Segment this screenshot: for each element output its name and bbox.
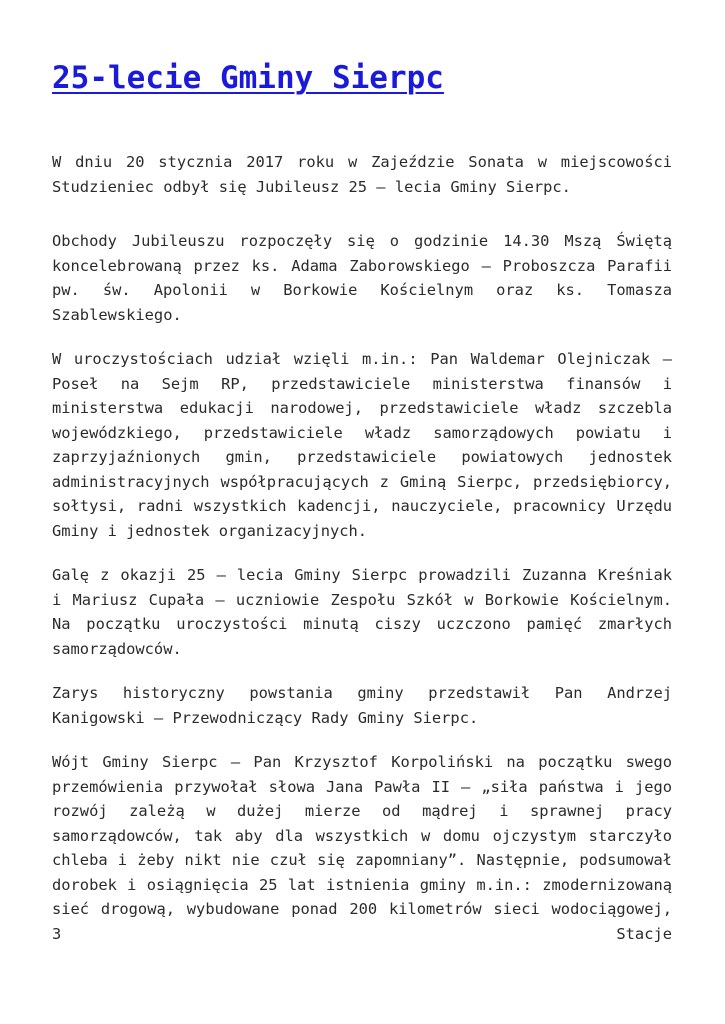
paragraph-guests: W uroczystościach udział wzięli m.in.: Pan Waldemar Olejniczak – Poseł na Sejm RP, przedstawiciele ministerstwa finansów i ministerstwa edukacji narodowej, przedstawiciele władz szczebla wojewódzkiego, przedstawiciele władz samorządowych powiatu i zaprzyjaźnionych gmin, przedstawiciele powiatowych jednostek administracyjnych współpracujących z Gminą Sierpc, przedsiębiorcy, sołtysi, radni wszystkich kadencji, nauczyciele, pracownicy Urzędu Gminy i jednostek organizacyjnych.	[52, 350, 672, 540]
paragraph-gala: Galę z okazji 25 – lecia Gminy Sierpc prowadzili Zuzanna Kreśniak i Mariusz Cupała – uczniowie Zespołu Szkół w Borkowie Kościelnym. Na początku uroczystości minutą ciszy uczczono pamięć zmarłych samorządowców.	[52, 566, 672, 658]
paragraph-mass: Obchody Jubileuszu rozpoczęły się o godzinie 14.30 Mszą Świętą koncelebrowaną przez ks. Adama Zaborowskiego – Proboszcza Parafii pw. św. Apolonii w Borkowie Kościelnym oraz ks. Tomasza Szablewskiego.	[52, 232, 672, 324]
paragraph-intro: W dniu 20 stycznia 2017 roku w Zajeździe Sonata w miejscowości Studzieniec odbył się Jubileusz 25 – lecia Gminy Sierpc.	[52, 153, 672, 196]
article	[52, 56, 672, 966]
article-title-link[interactable]: 25-lecie Gminy Sierpc	[52, 60, 444, 96]
paragraph-history: Zarys historyczny powstania gminy przedstawił Pan Andrzej Kanigowski – Przewodniczący Rady Gminy Sierpc.	[52, 684, 672, 727]
paragraph-mayor-speech: Wójt Gminy Sierpc – Pan Krzysztof Korpoliński na początku swego przemówienia przywołał słowa Jana Pawła II – „siła państwa i jego rozwój zależą w dużej mierze od mądrej i sprawnej pracy samorządowców, tak aby dla wszystkich w domu ojczystym starczyło chleba i żeby nikt nie czuł się zapomniany”. Następnie, podsumował dorobek i osiągnięcia 25 lat istnienia gminy m.in.: zmodernizowaną sieć drogową, wybudowane ponad 200 kilometrów sieci wodociągowej, 3 Stacje	[52, 753, 672, 943]
